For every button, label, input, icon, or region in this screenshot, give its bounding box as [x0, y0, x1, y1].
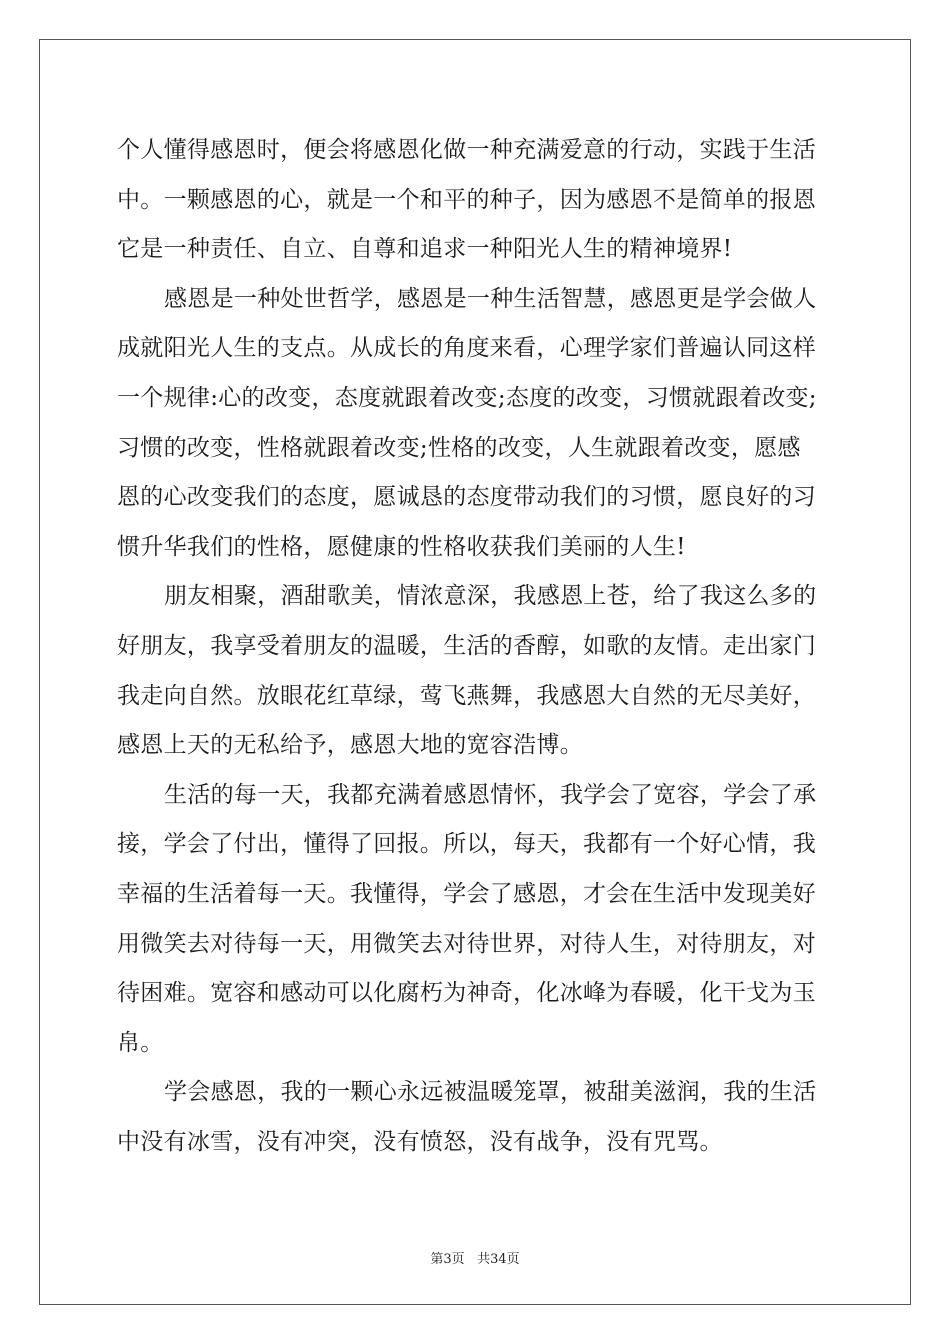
text-line: 好朋友，我享受着朋友的温暖，生活的香醇，如歌的友情。走出家门	[117, 632, 816, 659]
text-line: 用微笑去对待每一天，用微笑去对待世界，对待人生，对待朋友，对	[117, 930, 816, 957]
paragraph-first-line: 朋友相聚，酒甜歌美，情浓意深，我感恩上苍，给了我这么多的	[164, 583, 817, 610]
text-line: 中。一颗感恩的心，就是一个和平的种子，因为感恩不是简单的报恩	[117, 186, 816, 213]
text-line: 幸福的生活着每一天。我懂得，学会了感恩，才会在生活中发现美好	[117, 880, 816, 907]
page-total: 共34页	[477, 1252, 520, 1267]
paragraph-first-line: 生活的每一天，我都充满着感恩情怀，我学会了宽容，学会了承	[164, 781, 817, 808]
text-line: 待困难。宽容和感动可以化腐朽为神奇，化冰峰为春暖，化干戈为玉	[117, 980, 816, 1007]
page-number: 第3页	[430, 1252, 465, 1267]
paragraph-first-line: 学会感恩，我的一颗心永远被温暖笼罩，被甜美滋润，我的生活	[164, 1079, 817, 1106]
text-line: 成就阳光人生的支点。从成长的角度来看，心理学家们普遍认同这样	[117, 335, 816, 362]
document-body	[117, 126, 837, 1167]
paragraph-first-line: 感恩是一种处世哲学，感恩是一种生活智慧，感恩更是学会做人	[164, 285, 817, 312]
text-line: 我走向自然。放眼花红草绿，莺飞燕舞，我感恩大自然的无尽美好，	[117, 682, 816, 709]
text-line: 它是一种责任、自立、自尊和追求一种阳光人生的精神境界!	[117, 236, 733, 263]
text-line: 感恩上天的无私给予，感恩大地的宽容浩博。	[117, 732, 583, 759]
text-line: 帛。	[117, 1029, 164, 1056]
text-line: 中没有冰雪，没有冲突，没有愤怒，没有战争，没有咒骂。	[117, 1128, 723, 1155]
text-line: 一个规律:心的改变，态度就跟着改变;态度的改变，习惯就跟着改变;	[117, 384, 817, 411]
text-line: 接，学会了付出，懂得了回报。所以，每天，我都有一个好心情，我	[117, 831, 816, 858]
text-line: 个人懂得感恩时，便会将感恩化做一种充满爱意的行动，实践于生活	[117, 137, 816, 163]
text-line: 惯升华我们的性格，愿健康的性格收获我们美丽的人生!	[117, 533, 686, 560]
text-line: 恩的心改变我们的态度，愿诚恳的态度带动我们的习惯，愿良好的习	[117, 484, 816, 511]
page-footer	[0, 1248, 950, 1267]
text-line: 习惯的改变，性格就跟着改变;性格的改变，人生就跟着改变，愿感	[117, 434, 801, 461]
